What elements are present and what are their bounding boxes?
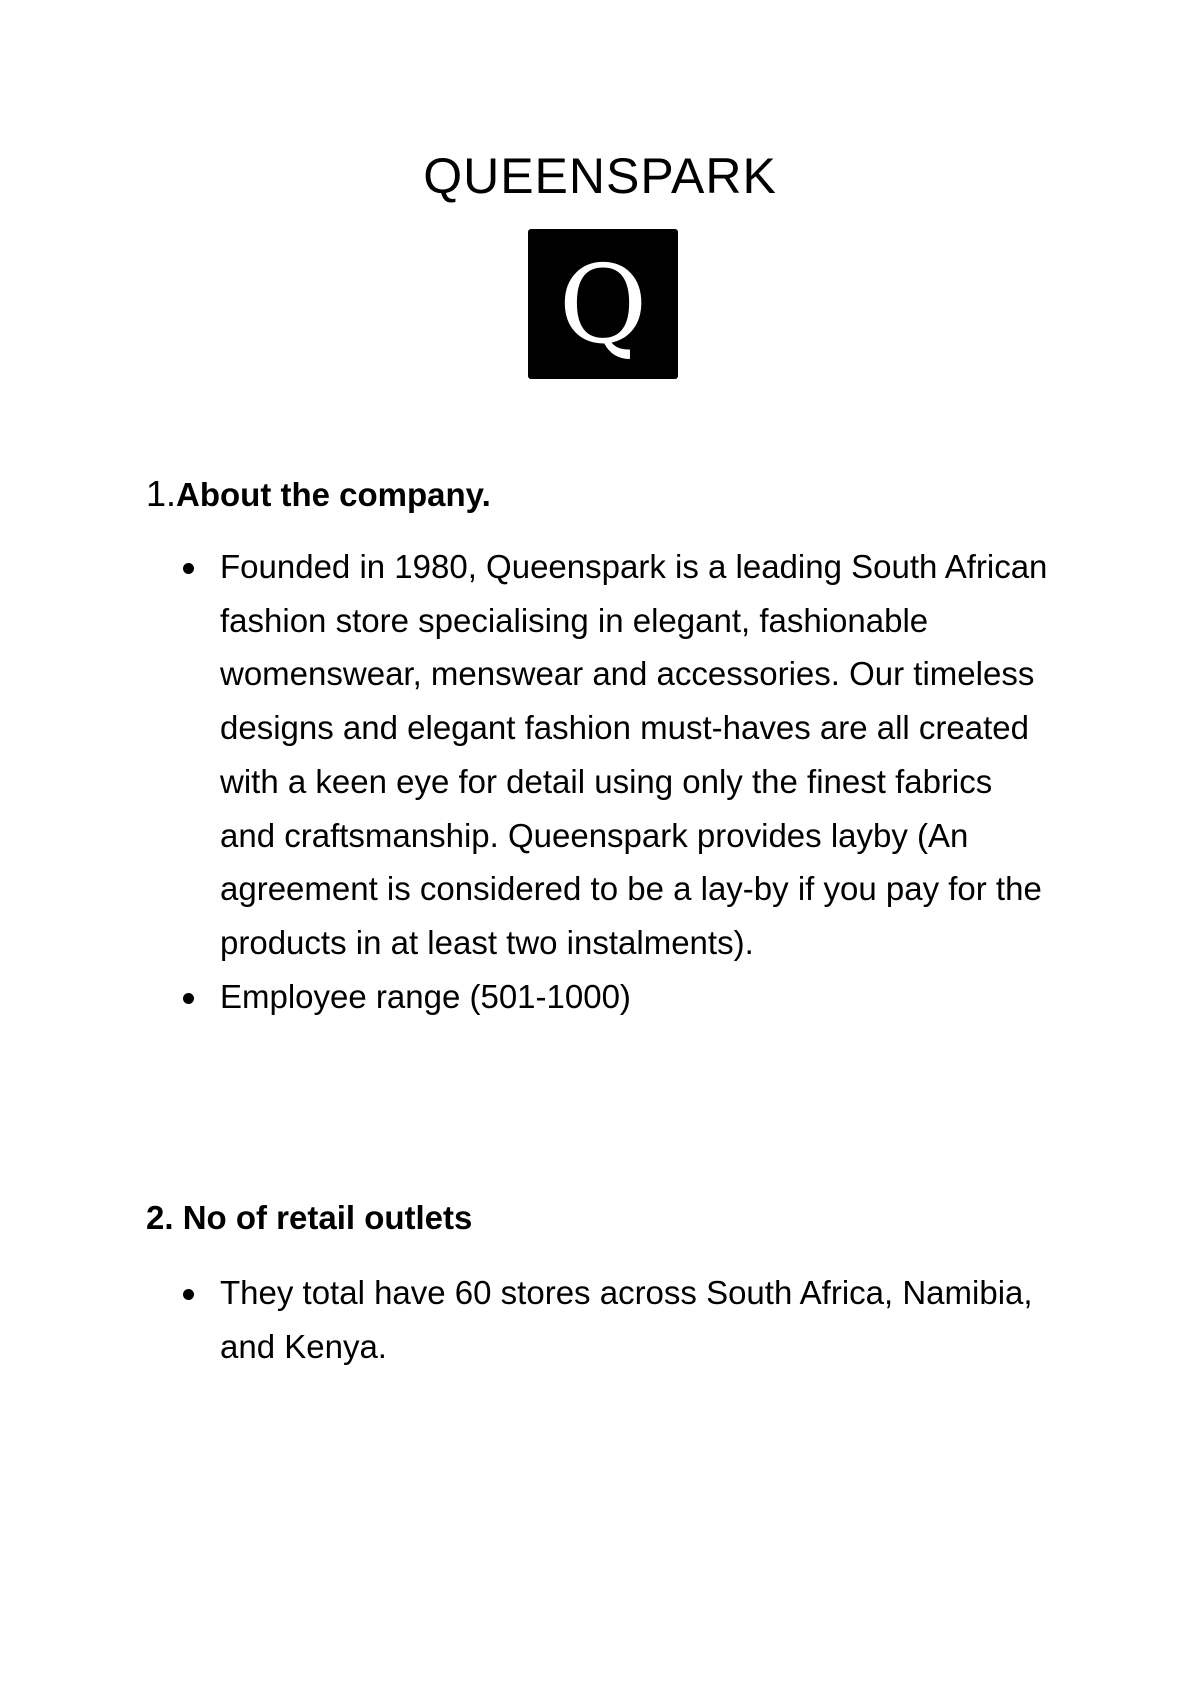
about-bullet-list [0, 540, 1055, 1023]
outlets-bullet-list [0, 1266, 1055, 1373]
section-heading-retail-outlets: 2. No of retail outlets [146, 1199, 473, 1236]
bullet-icon [183, 993, 194, 1004]
bullet-icon [183, 563, 194, 574]
bullet-icon [183, 1289, 194, 1300]
queenspark-logo [528, 229, 678, 379]
list-item [0, 1266, 1055, 1373]
section-number: 1. [146, 473, 177, 514]
list-item [0, 540, 1055, 970]
bullet-text: Founded in 1980, Queenspark is a leading South African fashion store specialising in elegant, fashionable womenswear, menswear and accessories. Our timeless designs and elegant fashion must-haves are all created with a keen eye for detail using only the finest fabrics and craftsmanship. Queenspark provides layby (An agreement is considered to be a lay-by if you pay for the products in at least two instalments). [220, 548, 1048, 961]
bullet-text: They total have 60 stores across South Africa, Namibia, and Kenya. [220, 1274, 1033, 1365]
logo-letter: Q [558, 243, 648, 368]
section-heading-about [146, 474, 491, 515]
section-heading-text: About the company. [176, 476, 491, 513]
list-item [0, 970, 1055, 1024]
document-title: QUEENSPARK [423, 148, 777, 204]
bullet-text: Employee range (501-1000) [220, 977, 631, 1015]
